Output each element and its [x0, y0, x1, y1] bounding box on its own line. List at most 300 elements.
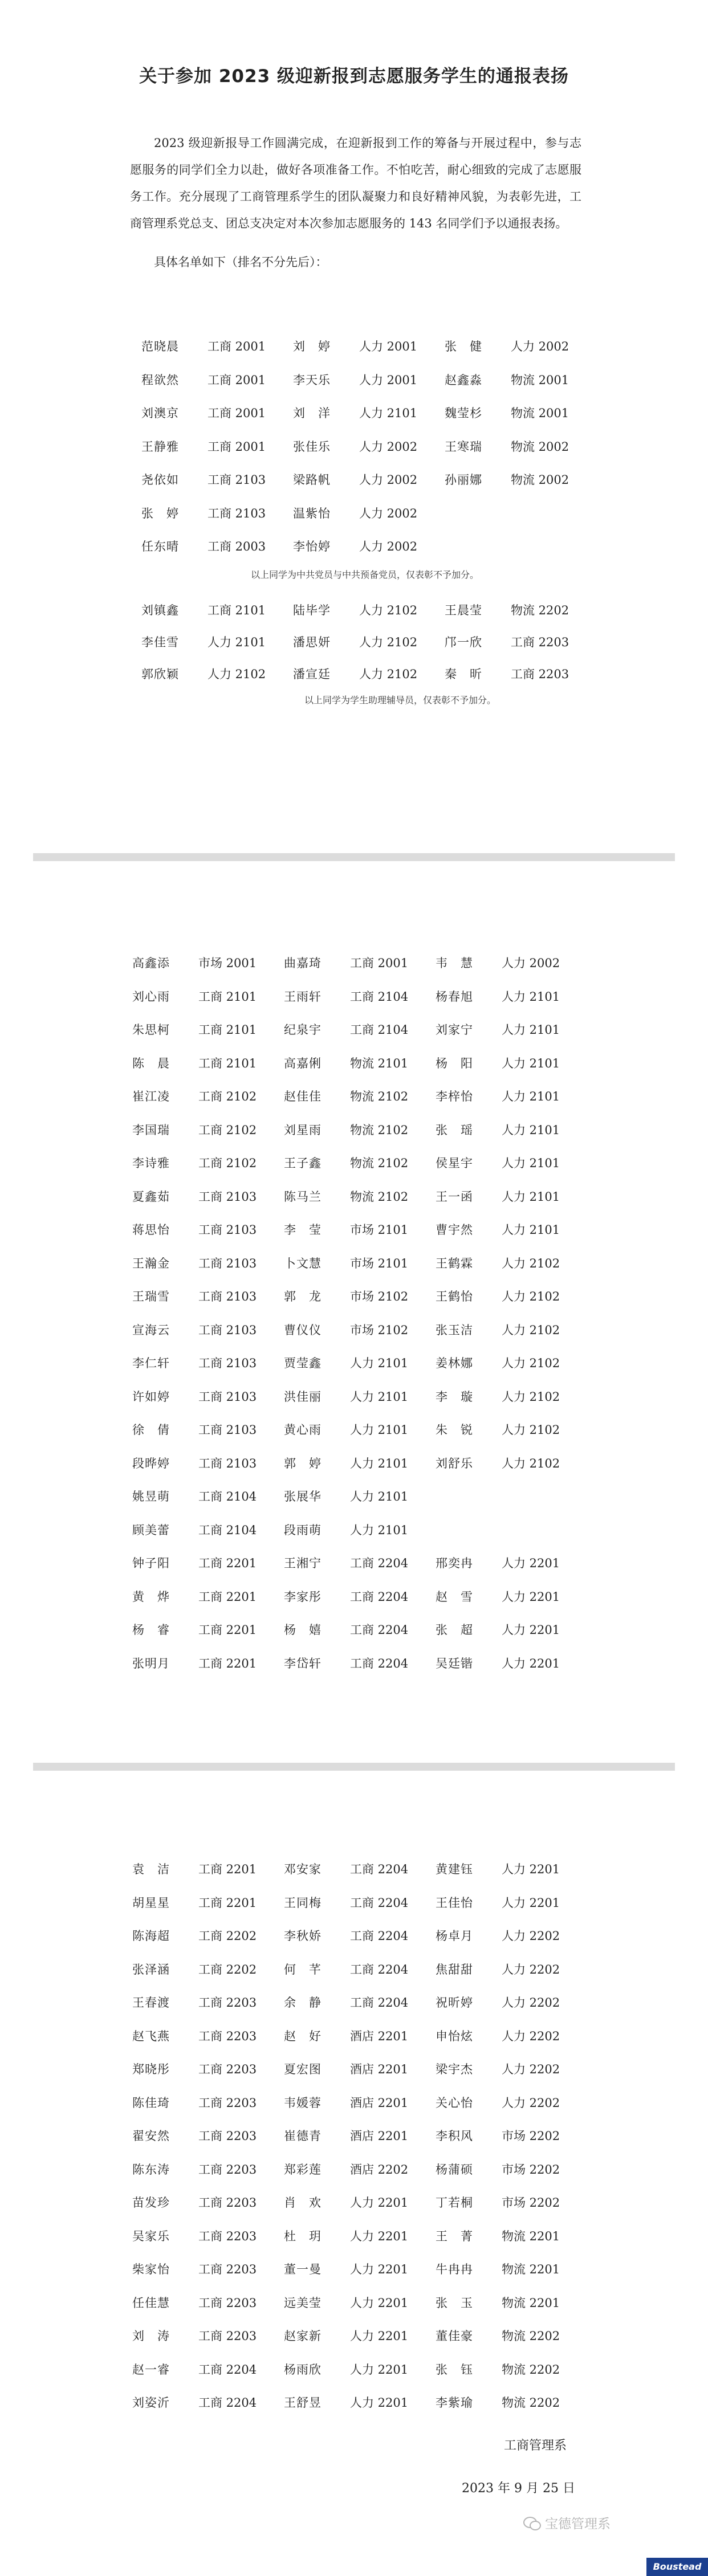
student-name: 李天乐: [293, 373, 331, 387]
student-name: 秦 昕: [445, 667, 482, 681]
student-class: 酒店 2201: [350, 2029, 409, 2043]
student-class: 人力 2002: [359, 540, 418, 554]
student-entry: [141, 601, 293, 618]
student-name: 王 菁: [436, 2229, 473, 2243]
student-class: 工商 2201: [198, 1862, 257, 1877]
student-name: 王晨莹: [445, 604, 482, 617]
student-entry: [132, 1960, 284, 1978]
student-name: 夏宏图: [284, 2063, 322, 2077]
student-entry: [284, 1960, 436, 1978]
watermark-text: 宝德管理系: [545, 2517, 611, 2532]
student-class: 工商 2201: [198, 1589, 257, 1604]
student-entry: [284, 1254, 436, 1271]
student-name: 王舒昱: [284, 2396, 322, 2410]
student-entry: [284, 2060, 436, 2077]
student-name: 袁 洁: [132, 1862, 170, 1877]
student-entry: [436, 1321, 587, 1338]
student-name: 杨 睿: [132, 1623, 170, 1637]
document-title: 关于参加 2023 级迎新报到志愿服务学生的通报表扬: [139, 66, 569, 87]
group-2-note: 以上同学为学生助理辅导员，仅表彰不予加分。: [304, 695, 497, 706]
student-class: 工商 2204: [350, 1589, 409, 1604]
student-class: 人力 2102: [502, 1423, 560, 1437]
student-class: 工商 2203: [198, 2063, 257, 2077]
student-name: 崔江凌: [132, 1090, 170, 1104]
student-entry: [141, 471, 293, 488]
student-entry: [445, 438, 596, 455]
student-name: 王鹤霖: [436, 1256, 473, 1270]
student-entry: [284, 1388, 436, 1405]
student-class: 物流 2202: [502, 2329, 560, 2343]
student-entry: [436, 2361, 587, 2378]
student-name: 崔德青: [284, 2129, 322, 2143]
list-item: [132, 1953, 587, 1986]
student-entry: [445, 337, 596, 354]
student-entry: [284, 2161, 436, 2178]
list-item: [132, 1886, 587, 1919]
student-class: 人力 2101: [359, 406, 418, 421]
student-entry: [284, 1521, 436, 1538]
student-entry: [445, 601, 596, 618]
student-entry: [132, 1554, 284, 1571]
student-class: 人力 2201: [350, 2263, 409, 2277]
roster-group-2: [141, 594, 596, 690]
student-entry: [284, 2361, 436, 2378]
student-class: 工商 2104: [198, 1523, 257, 1537]
student-entry: [436, 1287, 587, 1305]
list-item: [141, 658, 596, 690]
student-class: 人力 2102: [207, 667, 266, 681]
student-class: 人力 2101: [502, 1056, 560, 1070]
student-name: 任东晴: [141, 540, 179, 554]
student-entry: [436, 1588, 587, 1605]
student-name: 范晓晨: [141, 340, 179, 354]
student-name: 程欲然: [141, 373, 179, 387]
student-entry: [132, 2094, 284, 2111]
student-class: 人力 2001: [359, 373, 418, 387]
list-item: [132, 1146, 587, 1180]
student-class: 物流 2201: [502, 2296, 560, 2310]
student-class: 物流 2102: [350, 1189, 409, 1204]
student-class: 工商 2203: [198, 2329, 257, 2343]
student-class: 市场 2102: [350, 1290, 409, 1304]
student-entry: [141, 633, 293, 650]
roster-group-3: [132, 946, 587, 1680]
student-entry: [436, 2127, 587, 2144]
student-name: 陆毕学: [293, 604, 331, 617]
signature-date: 2023 年 9 月 25 日: [462, 2481, 575, 2496]
student-class: 人力 2201: [350, 2329, 409, 2343]
student-name: 杨 阳: [436, 1056, 473, 1070]
student-entry: [132, 2294, 284, 2311]
student-class: 工商 2204: [198, 2396, 257, 2410]
student-name: 洪佳丽: [284, 1389, 322, 1404]
student-entry: [132, 1994, 284, 2011]
student-name: 郭 龙: [284, 1290, 322, 1304]
student-entry: [132, 1087, 284, 1104]
student-name: 牛冉冉: [436, 2263, 473, 2277]
student-name: 刘心雨: [132, 989, 170, 1004]
student-name: 焦甜甜: [436, 1962, 473, 1976]
student-entry: [445, 404, 596, 421]
student-entry: [284, 1421, 436, 1438]
student-name: 韦媛蓉: [284, 2096, 322, 2110]
list-item: [141, 626, 596, 658]
student-class: 工商 2103: [198, 1189, 257, 1204]
student-name: 张佳乐: [293, 439, 331, 454]
student-class: 人力 2101: [350, 1423, 409, 1437]
student-class: 人力 2101: [502, 1189, 560, 1204]
student-name: 张玉洁: [436, 1323, 473, 1337]
student-name: 陈海超: [132, 1929, 170, 1943]
student-class: 人力 2201: [502, 1556, 560, 1571]
list-item: [132, 2119, 587, 2153]
student-entry: [436, 1960, 587, 1978]
student-entry: [445, 665, 596, 682]
student-name: 李秋娇: [284, 1929, 322, 1943]
student-class: 人力 2102: [502, 1356, 560, 1371]
student-entry: [141, 371, 293, 388]
student-name: 杨雨欣: [284, 2362, 322, 2377]
student-name: 王子鑫: [284, 1156, 322, 1171]
student-class: 人力 2202: [502, 1996, 560, 2010]
list-item: [132, 1380, 587, 1413]
student-class: 工商 2102: [198, 1123, 257, 1137]
student-class: 工商 2204: [350, 1862, 409, 1877]
student-class: 工商 2203: [198, 2029, 257, 2043]
student-name: 任佳慧: [132, 2296, 170, 2310]
student-class: 工商 2103: [207, 473, 266, 487]
student-name: 温紫怡: [293, 506, 331, 520]
student-entry: [436, 1087, 587, 1104]
student-name: 郑彩莲: [284, 2162, 322, 2176]
student-class: 人力 2202: [502, 2029, 560, 2043]
student-name: 赵家新: [284, 2329, 322, 2343]
student-class: 工商 2101: [198, 989, 257, 1004]
student-class: 人力 2001: [359, 340, 418, 354]
student-class: 人力 2002: [511, 340, 569, 354]
student-name: 丁若桐: [436, 2196, 473, 2210]
student-name: 李 璇: [436, 1389, 473, 1404]
student-class: 工商 2203: [198, 2096, 257, 2110]
student-class: 人力 2101: [207, 635, 266, 649]
student-name: 宣海云: [132, 1323, 170, 1337]
student-name: 曹宇然: [436, 1223, 473, 1237]
student-entry: [132, 1621, 284, 1638]
student-class: 工商 2203: [198, 2229, 257, 2243]
student-entry: [436, 1927, 587, 1944]
student-entry: [436, 2294, 587, 2311]
student-class: 人力 2101: [350, 1490, 409, 1504]
student-name: 赵 好: [284, 2029, 322, 2043]
student-class: 人力 2102: [359, 635, 418, 649]
student-name: 杨蒲硕: [436, 2162, 473, 2176]
list-item: [132, 1613, 587, 1646]
watermark: [523, 2513, 611, 2532]
student-class: 工商 2201: [198, 1556, 257, 1571]
student-entry: [132, 1154, 284, 1171]
student-class: 人力 2202: [502, 2096, 560, 2110]
student-class: 工商 2103: [198, 1423, 257, 1437]
student-entry: [284, 1287, 436, 1305]
student-name: 张 健: [445, 340, 482, 354]
student-name: 姜林娜: [436, 1356, 473, 1371]
student-class: 工商 2103: [198, 1223, 257, 1237]
student-class: 物流 2102: [350, 1123, 409, 1137]
student-entry: [284, 1121, 436, 1138]
student-name: 姚昱萌: [132, 1490, 170, 1504]
student-entry: [293, 504, 445, 521]
student-name: 张泽涵: [132, 1962, 170, 1976]
list-item: [132, 1313, 587, 1347]
student-class: 物流 2002: [511, 473, 569, 487]
student-name: 张 玉: [436, 2296, 473, 2310]
student-entry: [132, 1054, 284, 1071]
wechat-icon: [523, 2516, 540, 2530]
student-name: 郑晓彤: [132, 2063, 170, 2077]
list-item: [141, 529, 596, 563]
student-entry: [293, 404, 445, 421]
student-class: 物流 2102: [350, 1090, 409, 1104]
student-name: 王一函: [436, 1189, 473, 1204]
student-entry: [436, 2027, 587, 2044]
student-class: 酒店 2201: [350, 2063, 409, 2077]
student-class: 工商 2102: [198, 1090, 257, 1104]
student-name: 张明月: [132, 1656, 170, 1670]
student-name: 王鹤怡: [436, 1290, 473, 1304]
student-entry: [132, 2127, 284, 2144]
student-name: 刘 涛: [132, 2329, 170, 2343]
student-entry: [284, 2394, 436, 2411]
student-entry: [284, 1894, 436, 1911]
list-item: [132, 980, 587, 1013]
student-class: 工商 2204: [350, 1996, 409, 2010]
student-class: 市场 2001: [198, 956, 257, 971]
student-entry: [141, 404, 293, 421]
student-name: 李国瑞: [132, 1123, 170, 1137]
student-entry: [436, 1388, 587, 1405]
student-class: 市场 2202: [502, 2196, 560, 2210]
student-class: 工商 2203: [198, 2196, 257, 2210]
student-class: 市场 2202: [502, 2129, 560, 2143]
student-name: 贾莹鑫: [284, 1356, 322, 1371]
student-entry: [132, 1894, 284, 1911]
student-class: 酒店 2202: [350, 2162, 409, 2176]
student-entry: [141, 438, 293, 455]
student-entry: [141, 504, 293, 521]
student-class: 人力 2101: [502, 1023, 560, 1037]
student-name: 杨卓月: [436, 1929, 473, 1943]
student-class: 市场 2202: [502, 2162, 560, 2176]
student-entry: [284, 1487, 436, 1505]
student-entry: [436, 2327, 587, 2344]
student-class: 人力 2101: [502, 1123, 560, 1137]
student-name: 王同梅: [284, 1896, 322, 1910]
student-entry: [284, 1927, 436, 1944]
student-name: 李怡婷: [293, 540, 331, 554]
student-entry: [436, 1994, 587, 2011]
student-class: 工商 2202: [198, 1962, 257, 1976]
student-class: 人力 2101: [350, 1456, 409, 1470]
student-name: 吴廷锴: [436, 1656, 473, 1670]
student-entry: [284, 2227, 436, 2244]
student-class: 人力 2102: [359, 604, 418, 617]
student-class: 人力 2101: [350, 1523, 409, 1537]
student-class: 人力 2201: [502, 1623, 560, 1637]
student-entry: [132, 2027, 284, 2044]
list-item: [132, 1852, 587, 1886]
student-class: 人力 2202: [502, 1929, 560, 1943]
student-class: 工商 2204: [350, 1623, 409, 1637]
student-entry: [284, 2294, 436, 2311]
student-class: 人力 2002: [502, 956, 560, 971]
student-name: 刘姿沂: [132, 2396, 170, 2410]
student-name: 胡星星: [132, 1896, 170, 1910]
student-name: 吴家乐: [132, 2229, 170, 2243]
student-name: 王寒瑞: [445, 439, 482, 454]
student-entry: [132, 1188, 284, 1205]
student-class: 酒店 2201: [350, 2096, 409, 2110]
student-entry: [436, 988, 587, 1005]
student-class: 人力 2002: [359, 439, 418, 454]
student-name: 陈佳琦: [132, 2096, 170, 2110]
student-class: 工商 2103: [198, 1356, 257, 1371]
student-name: 余 静: [284, 1996, 322, 2010]
student-entry: [284, 1188, 436, 1205]
student-entry: [436, 1421, 587, 1438]
intro-paragraph: 2023 级迎新报导工作圆满完成，在迎新报到工作的筹备与开展过程中，参与志愿服务的同学们全力以赴，做好各项准备工作。不怕吃苦，耐心细致的完成了志愿服务工作。充分展现了工商管理系学生的团队凝聚力和良好精神风貌，为表彰先进，工商管理系党总支、团总支决定对本次参加志愿服务的 143 名同学们予以通报表扬。: [130, 136, 581, 230]
list-item: [132, 2086, 587, 2120]
student-name: 夏鑫茹: [132, 1189, 170, 1204]
list-item: [132, 1346, 587, 1380]
student-entry: [436, 1860, 587, 1877]
student-class: 工商 2103: [198, 1290, 257, 1304]
student-entry: [293, 537, 445, 555]
student-entry: [436, 1021, 587, 1038]
student-class: 人力 2102: [502, 1256, 560, 1270]
student-entry: [132, 2394, 284, 2411]
student-name: 王静雅: [141, 439, 179, 454]
list-item: [132, 1513, 587, 1547]
student-name: 高鑫添: [132, 956, 170, 971]
student-name: 王佳怡: [436, 1896, 473, 1910]
student-name: 徐 倩: [132, 1423, 170, 1437]
list-item: [132, 2386, 587, 2419]
student-name: 王瑞雪: [132, 1290, 170, 1304]
student-entry: [284, 2194, 436, 2211]
student-name: 张 超: [436, 1623, 473, 1637]
student-name: 梁宇杰: [436, 2063, 473, 2077]
student-class: 工商 2203: [511, 667, 569, 681]
student-class: 工商 2104: [198, 1490, 257, 1504]
student-entry: [436, 1188, 587, 1205]
group-1-note: 以上同学为中共党员与中共预备党员，仅表彰不予加分。: [251, 569, 479, 580]
student-entry: [284, 988, 436, 1005]
student-name: 蒋思怡: [132, 1223, 170, 1237]
list-item: [132, 1213, 587, 1246]
student-class: 工商 2103: [198, 1456, 257, 1470]
student-entry: [284, 1588, 436, 1605]
student-entry: [132, 2060, 284, 2077]
student-name: 孙丽娜: [445, 473, 482, 487]
page-divider: [33, 1763, 675, 1771]
student-entry: [132, 988, 284, 1005]
student-entry: [284, 1321, 436, 1338]
student-entry: [284, 2127, 436, 2144]
student-class: 工商 2201: [198, 1656, 257, 1670]
list-item: [132, 1180, 587, 1213]
student-entry: [132, 2194, 284, 2211]
student-entry: [284, 1021, 436, 1038]
student-name: 李梓怡: [436, 1090, 473, 1104]
student-entry: [436, 1154, 587, 1171]
student-name: 邢奕冉: [436, 1556, 473, 1571]
student-class: 人力 2201: [350, 2396, 409, 2410]
student-name: 王瀚金: [132, 1256, 170, 1270]
student-entry: [132, 1421, 284, 1438]
student-class: 物流 2102: [350, 1156, 409, 1171]
student-entry: [436, 2194, 587, 2211]
student-class: 人力 2101: [502, 1090, 560, 1104]
student-entry: [284, 1554, 436, 1571]
student-entry: [293, 438, 445, 455]
student-name: 刘澳京: [141, 406, 179, 421]
student-class: 人力 2102: [502, 1456, 560, 1470]
student-class: 工商 2201: [198, 1623, 257, 1637]
list-item: [132, 1919, 587, 1953]
student-name: 黄心雨: [284, 1423, 322, 1437]
student-entry: [132, 1388, 284, 1405]
student-name: 黄建钰: [436, 1862, 473, 1877]
student-name: 邓安家: [284, 1862, 322, 1877]
student-name: 王春渡: [132, 1996, 170, 2010]
student-class: 人力 2102: [502, 1389, 560, 1404]
student-entry: [284, 2094, 436, 2111]
student-name: 肖 欢: [284, 2196, 322, 2210]
student-entry: [132, 1521, 284, 1538]
student-entry: [436, 1454, 587, 1472]
student-entry: [436, 2260, 587, 2277]
student-name: 朱 锐: [436, 1423, 473, 1437]
student-entry: [141, 337, 293, 354]
student-name: 赵鑫淼: [445, 373, 482, 387]
student-entry: [293, 337, 445, 354]
brand-badge: Boustead: [646, 2558, 708, 2576]
student-name: 刘星雨: [284, 1123, 322, 1137]
student-class: 人力 2101: [502, 989, 560, 1004]
student-name: 黄 烨: [132, 1589, 170, 1604]
student-class: 物流 2001: [511, 373, 569, 387]
student-entry: [436, 1894, 587, 1911]
student-name: 李紫瑜: [436, 2396, 473, 2410]
student-name: 张 婷: [141, 506, 179, 520]
student-name: 李 莹: [284, 1223, 322, 1237]
student-class: 人力 2102: [359, 667, 418, 681]
list-item: [132, 1646, 587, 1680]
list-item: [132, 1986, 587, 2019]
student-entry: [132, 954, 284, 971]
student-name: 陈 晨: [132, 1056, 170, 1070]
student-class: 工商 2101: [198, 1056, 257, 1070]
student-class: 人力 2201: [350, 2229, 409, 2243]
list-item: [132, 1279, 587, 1313]
student-entry: [436, 1254, 587, 1271]
student-name: 王雨轩: [284, 989, 322, 1004]
list-item: [141, 363, 596, 397]
student-entry: [436, 2161, 587, 2178]
student-entry: [132, 1354, 284, 1371]
student-name: 张展华: [284, 1490, 322, 1504]
student-class: 工商 2001: [207, 373, 266, 387]
